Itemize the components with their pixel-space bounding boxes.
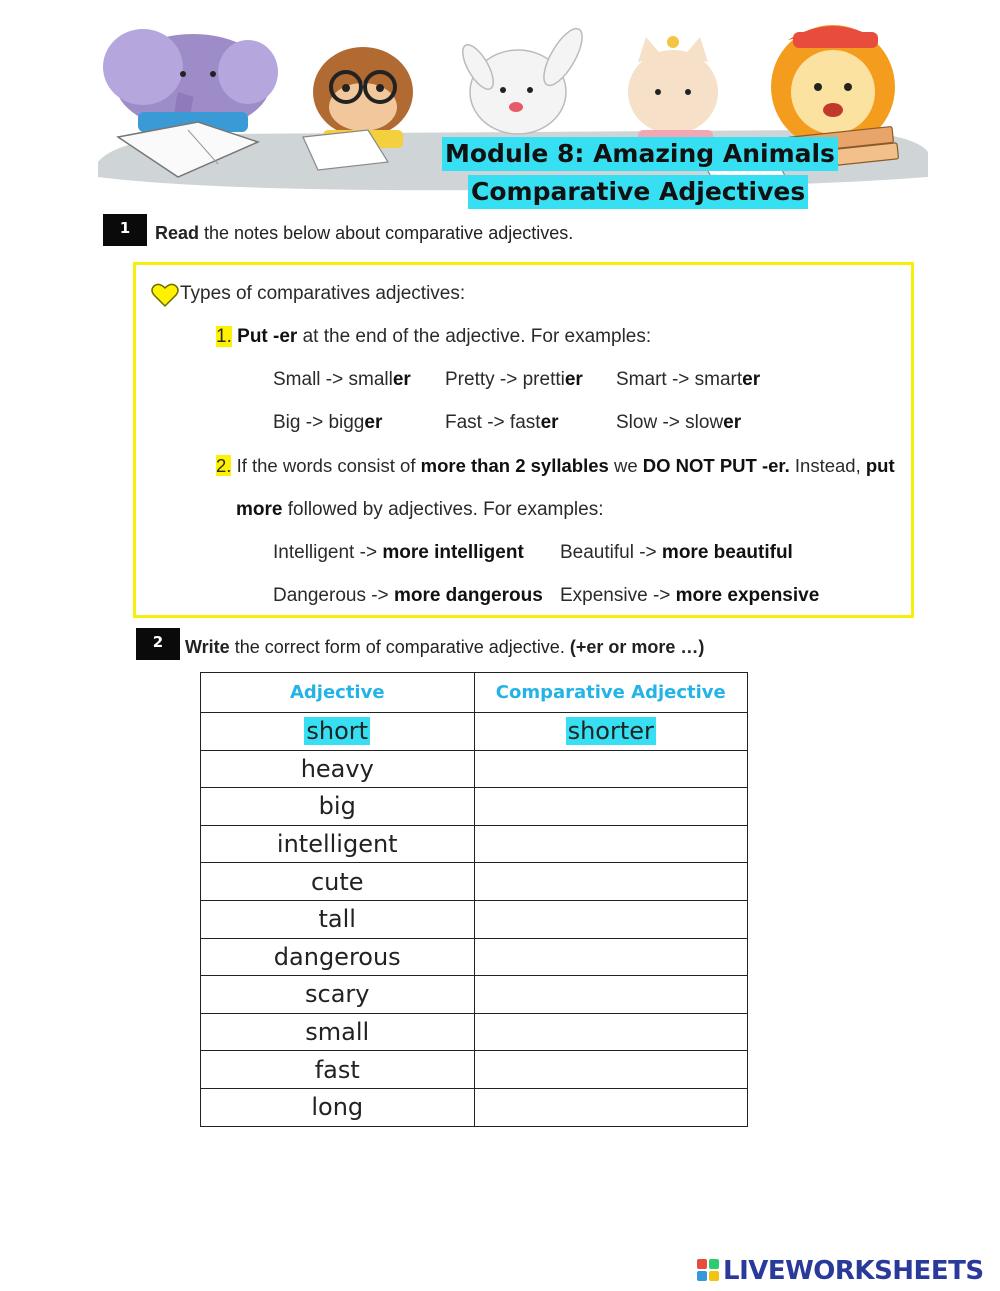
- rule-1: [216, 326, 651, 348]
- header-banner: [98, 12, 928, 206]
- section-2-instruction-hint: (+er or more …): [569, 637, 705, 657]
- section-1-instruction: [155, 223, 573, 244]
- answer-input-scary[interactable]: [474, 976, 748, 1014]
- answer-input-big[interactable]: [474, 788, 748, 826]
- adjective-cell: intelligent: [201, 825, 475, 863]
- table-row: [201, 825, 748, 863]
- example-slow: Slow -> slower: [616, 412, 742, 433]
- cat-icon: [628, 36, 718, 146]
- heart-icon: [151, 282, 179, 308]
- section-2-instruction-verb: Write: [185, 637, 230, 657]
- table-row: [201, 976, 748, 1014]
- section-2-number-badge: 2: [136, 628, 180, 660]
- comparative-table: [200, 672, 748, 1127]
- answer-input-dangerous[interactable]: [474, 938, 748, 976]
- example-pretty: Pretty -> prettier: [445, 369, 583, 390]
- table-row: [201, 1013, 748, 1051]
- example-fast: Fast -> faster: [445, 412, 559, 433]
- adjective-cell: small: [201, 1013, 475, 1051]
- adjective-cell: big: [201, 788, 475, 826]
- page-title: Module 8: Amazing Animals: [442, 137, 838, 171]
- example-small: Small -> smaller: [273, 369, 411, 390]
- answer-input-small[interactable]: [474, 1013, 748, 1051]
- adjective-cell: scary: [201, 976, 475, 1014]
- adjective-cell: cute: [201, 863, 475, 901]
- rule-1-bold: Put -er: [237, 326, 298, 347]
- answer-input-cute[interactable]: [474, 863, 748, 901]
- answer-input-heavy[interactable]: [474, 750, 748, 788]
- example-intelligent: Intelligent -> more intelligent: [273, 542, 524, 563]
- table-row: [201, 1051, 748, 1089]
- example-adjective: short: [306, 717, 369, 746]
- adjective-cell: tall: [201, 900, 475, 938]
- section-2-instruction-text: the correct form of comparative adjective.: [229, 637, 570, 657]
- answer-input-long[interactable]: [474, 1088, 748, 1126]
- example-answer: shorter: [567, 717, 654, 746]
- answer-input-fast[interactable]: [474, 1051, 748, 1089]
- table-row-example: [201, 713, 748, 751]
- page-subtitle: Comparative Adjectives: [468, 175, 808, 209]
- table-row: [201, 938, 748, 976]
- adjective-cell: fast: [201, 1051, 475, 1089]
- table-row: [201, 1088, 748, 1126]
- example-dangerous: Dangerous -> more dangerous: [273, 585, 543, 606]
- adjective-cell: heavy: [201, 750, 475, 788]
- rule-1-text: at the end of the adjective. For examples:: [297, 326, 652, 347]
- logo-text: LIVEWORKSHEETS: [723, 1256, 984, 1286]
- table-row: [201, 788, 748, 826]
- table-row: [201, 900, 748, 938]
- answer-input-tall[interactable]: [474, 900, 748, 938]
- logo-blocks-icon: [697, 1259, 719, 1281]
- section-1-instruction-text: the notes below about comparative adjectives.: [199, 223, 574, 243]
- header-adjective: Adjective: [201, 673, 475, 713]
- notes-heading: Types of comparatives adjectives:: [180, 283, 466, 304]
- table-header-row: [201, 673, 748, 713]
- header-comparative: Comparative Adjective: [474, 673, 748, 713]
- section-2-instruction: [185, 637, 704, 658]
- notes-box: [133, 262, 914, 618]
- example-smart: Smart -> smarter: [616, 369, 761, 390]
- rule-2: 2. If the words consist of more than 2 syllables we DO NOT PUT -er. Instead, put: [216, 455, 895, 476]
- example-big: Big -> bigger: [273, 412, 383, 433]
- rule-2-continued: more followed by adjectives. For examples:: [236, 499, 604, 520]
- answer-input-intelligent[interactable]: [474, 825, 748, 863]
- rule-2-number: 2.: [216, 455, 232, 476]
- section-1-instruction-verb: Read: [155, 223, 200, 243]
- adjective-cell: long: [201, 1088, 475, 1126]
- rule-1-number: 1.: [216, 326, 232, 347]
- table-row: [201, 750, 748, 788]
- bunny-icon: [457, 23, 590, 134]
- example-beautiful: Beautiful -> more beautiful: [560, 542, 793, 563]
- example-expensive: Expensive -> more expensive: [560, 585, 820, 606]
- animals-illustration: [98, 12, 928, 202]
- section-1-number-badge: 1: [103, 214, 147, 246]
- table-row: [201, 863, 748, 901]
- adjective-cell: dangerous: [201, 938, 475, 976]
